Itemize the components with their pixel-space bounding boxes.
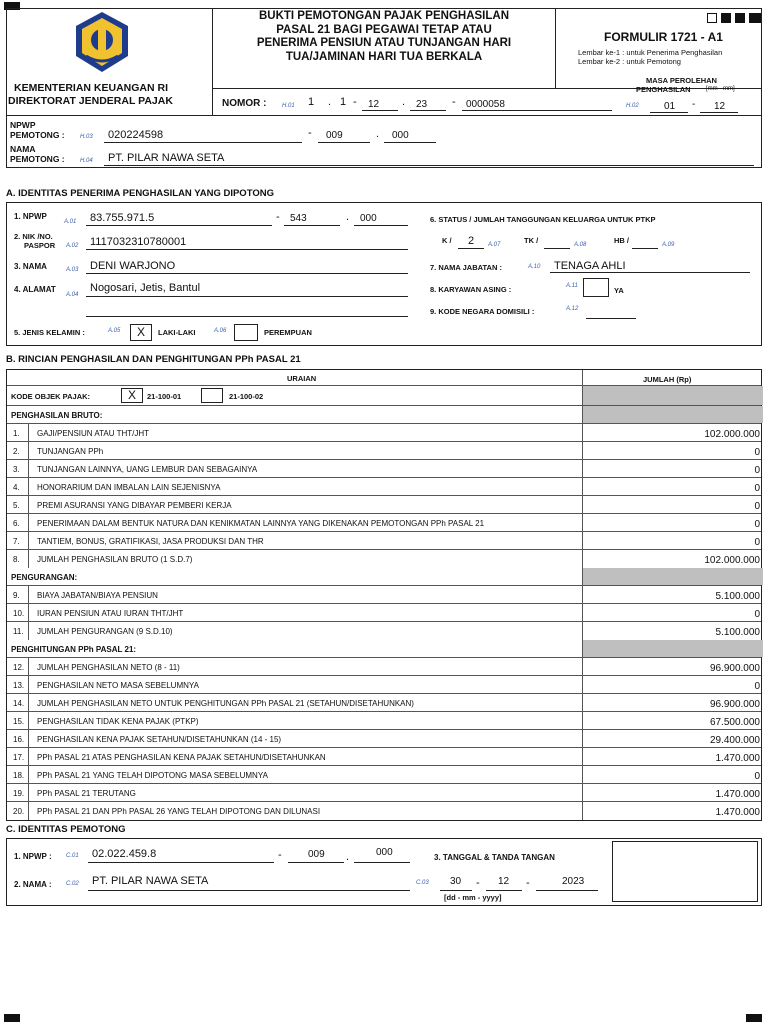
nomor-label: NOMOR : xyxy=(222,98,267,109)
penerima-nik: 1117032310780001 xyxy=(90,236,187,248)
sheet-1-note: Lembar ke-1 : untuk Penerima Penghasilan xyxy=(578,48,723,57)
table-row xyxy=(7,730,761,748)
female-checkbox[interactable] xyxy=(234,324,258,341)
table-row xyxy=(7,766,761,784)
row-description: PPh PASAL 21 TERUTANG xyxy=(37,789,136,798)
section-b-title: B. RINCIAN PENGHASILAN DAN PENGHITUNGAN PPh PASAL 21 xyxy=(6,354,301,365)
row-description: IURAN PENSIUN ATAU IURAN THT/JHT xyxy=(37,609,184,618)
nomor-part-3: 12 xyxy=(368,99,380,110)
row-amount: 96.900.000 xyxy=(582,694,763,711)
table-row xyxy=(7,748,761,766)
form-code: FORMULIR 1721 - A1 xyxy=(604,30,723,44)
table-row xyxy=(7,460,761,478)
row-description: JUMLAH PENGURANGAN (9 S.D.10) xyxy=(37,627,173,636)
row-description: PENGHASILAN KENA PAJAK SETAHUN/DISETAHUNKAN (14 - 15) xyxy=(37,735,282,744)
row-description: JUMLAH PENGHASILAN NETO UNTUK PENGHITUNGAN PPh PASAL 21 (SETAHUN/DISETAHUNKAN) xyxy=(37,699,414,708)
section-c-title: C. IDENTITAS PEMOTONG xyxy=(6,824,126,835)
row-description: PPh PASAL 21 YANG TELAH DIPOTONG MASA SEBELUMNYA xyxy=(37,771,268,780)
pemotong-c-npwp: 02.022.459.8 xyxy=(92,848,157,860)
row-amount: 5.100.000 xyxy=(582,622,763,640)
row-amount: 0 xyxy=(582,532,763,549)
masa-from: 01 xyxy=(664,101,676,112)
table-row xyxy=(7,550,761,568)
row-number: 12. xyxy=(7,658,29,675)
table-row xyxy=(7,784,761,802)
row-number: 18. xyxy=(7,766,29,783)
row-amount: 96.900.000 xyxy=(582,658,763,675)
nomor-part-4: 23 xyxy=(416,99,428,110)
masa-label: MASA PEROLEHAN xyxy=(646,76,717,85)
masa-to: 12 xyxy=(714,101,726,112)
penerima-jabatan: TENAGA AHLI xyxy=(554,260,626,272)
table-row xyxy=(7,622,761,640)
nomor-part-5: 0000058 xyxy=(466,99,505,110)
table-row xyxy=(7,604,761,622)
table-row xyxy=(7,694,761,712)
row-number: 14. xyxy=(7,694,29,711)
row-amount: 0 xyxy=(582,478,763,495)
directorate-name: DIREKTORAT JENDERAL PAJAK xyxy=(8,95,173,107)
row-amount: 29.400.000 xyxy=(582,730,763,747)
nomor-part-1: 1 xyxy=(308,96,315,108)
row-description: TANTIEM, BONUS, GRATIFIKASI, JASA PRODUKSI DAN THR xyxy=(37,537,264,546)
row-amount: 0 xyxy=(582,514,763,531)
row-description: JUMLAH PENGHASILAN BRUTO (1 S.D.7) xyxy=(37,555,193,564)
pemotong-c-nama: PT. PILAR NAWA SETA xyxy=(92,875,209,887)
bruto-header: PENGHASILAN BRUTO: xyxy=(11,411,103,420)
row-description: JUMLAH PENGHASILAN NETO (8 - 11) xyxy=(37,663,180,672)
row-number: 16. xyxy=(7,730,29,747)
table-row xyxy=(7,658,761,676)
row-amount: 1.470.000 xyxy=(582,784,763,801)
row-description: PPh PASAL 21 ATAS PENGHASILAN KENA PAJAK SETAHUN/DISETAHUNKAN xyxy=(37,753,326,762)
row-amount: 0 xyxy=(582,460,763,477)
table-row xyxy=(7,496,761,514)
row-description: PENGHASILAN TIDAK KENA PAJAK (PTKP) xyxy=(37,717,199,726)
row-amount: 0 xyxy=(582,496,763,513)
table-row xyxy=(7,532,761,550)
pemotong-nama: PT. PILAR NAWA SETA xyxy=(108,152,225,164)
foreign-employee-checkbox[interactable] xyxy=(583,278,609,297)
kode-21-100-02-checkbox[interactable] xyxy=(201,388,223,403)
sheet-2-note: Lembar ke-2 : untuk Pemotong xyxy=(578,57,681,66)
row-amount: 0 xyxy=(582,676,763,693)
penghitungan-header: PENGHITUNGAN PPh PASAL 21: xyxy=(11,645,137,654)
row-number: 13. xyxy=(7,676,29,693)
penerima-npwp: 83.755.971.5 xyxy=(90,212,155,224)
table-row xyxy=(7,478,761,496)
row-number: 1. xyxy=(7,424,29,441)
row-number: 20. xyxy=(7,802,29,820)
row-number: 3. xyxy=(7,460,29,477)
row-number: 4. xyxy=(7,478,29,495)
row-description: PPh PASAL 21 DAN PPh PASAL 26 YANG TELAH DIPOTONG DAN DILUNASI xyxy=(37,807,321,816)
section-a-title: A. IDENTITAS PENERIMA PENGHASILAN YANG DIPOTONG xyxy=(6,188,274,199)
nomor-part-2: 1 xyxy=(340,96,347,108)
row-number: 5. xyxy=(7,496,29,513)
row-amount: 5.100.000 xyxy=(582,586,763,603)
form-title: BUKTI PEMOTONGAN PAJAK PENGHASILAN PASAL 21 BAGI PEGAWAI TETAP ATAU PENERIMA PENSIUN ATAU TUNJANGAN HARI TUA/JAMINAN HARI TUA BERKALA xyxy=(256,10,512,63)
row-amount: 0 xyxy=(582,766,763,783)
row-amount: 0 xyxy=(582,604,763,621)
row-number: 10. xyxy=(7,604,29,621)
row-description: PENERIMAAN DALAM BENTUK NATURA DAN KENIKMATAN LAINNYA YANG DIKENAKAN PEMOTONGAN PPh PASAL 21 xyxy=(37,519,485,528)
corner-mark-bottom-right xyxy=(746,1014,762,1022)
row-number: 19. xyxy=(7,784,29,801)
row-amount: 1.470.000 xyxy=(582,748,763,765)
kode-21-100-01-checkbox[interactable]: X xyxy=(121,388,143,403)
table-row xyxy=(7,586,761,604)
status-k: 2 xyxy=(468,235,475,247)
row-amount: 102.000.000 xyxy=(582,424,763,441)
row-description: HONORARIUM DAN IMBALAN LAIN SEJENISNYA xyxy=(37,483,221,492)
sign-day: 30 xyxy=(450,876,462,887)
row-description: PREMI ASURANSI YANG DIBAYAR PEMBERI KERJA xyxy=(37,501,232,510)
income-table: URAIAN JUMLAH (Rp) KODE OBJEK PAJAK: X 21-100-01 21-100-02 PENGHASILAN BRUTO: 1. GAJI/PENSIUN ATAU THT/JHT 102.000.000 2. TUNJANGAN PPh 0 3. TUNJANGAN LAINNYA, UANG LEMBUR DAN SEBAGAINYA 0 4. HONORARIUM DAN IMBALAN LAIN SEJENISNYA 0 5. PREMI ASURANSI YANG DIBAYAR PEMBERI KERJA 0 6. PENERIMAAN DALAM BENTUK NATURA DAN KENIKMATAN LAINNYA YANG DIKENAKAN PEMOTONGAN PPh PASAL 21 0 7. TANTIEM, BONUS, GRATIFIKASI, JASA PRODUKSI DAN THR 0 8. JUMLAH PENGHASILAN BRUTO (1 S.D.7) 102.000.000 PENGURANGAN: 9. BIAYA JABATAN/BIAYA PENSIUN 5.100.000 10. IURAN PENSIUN ATAU IURAN THT/JHT 0 11. JUMLAH PENGURANGAN (9 S.D.10) 5.100.000 PENGHITUNGAN PPh PASAL 21: 12. JUMLAH PENGHASILAN NETO (8 - 11) 96.900.000 13. PENGHASILAN NETO MASA SEBELUMNYA 0 14. JUMLAH PENGHASILAN NETO UNTUK PENGHITUNGAN PPh PASAL 21 (SETAHUN/DISETAHUNKAN) 96.900.000 15. PENGHASILAN TIDAK KENA PAJAK (PTKP) 67.500.000 16. PENGHASILAN KENA PAJAK SETAHUN/DISETAHUNKAN (14 - 15) 29.400.000 17. PPh PASAL 21 ATAS PENGHASILAN KENA PAJAK SETAHUN/DISETAHUNKAN 1.470.000 18. PPh PASAL 21 YANG TELAH DIPOTONG MASA SEBELUMNYA 0 19. PPh PASAL 21 TERUTANG 1.470.000 20. PPh PASAL 21 DAN PPh PASAL 26 YANG TELAH DIPOTONG DAN DILUNASI 1.470.000 xyxy=(6,369,762,821)
table-row xyxy=(7,424,761,442)
row-description: GAJI/PENSIUN ATAU THT/JHT xyxy=(37,429,150,438)
table-row xyxy=(7,802,761,820)
penerima-nama: DENI WARJONO xyxy=(90,260,176,272)
row-amount: 102.000.000 xyxy=(582,550,763,568)
male-checkbox[interactable]: X xyxy=(130,324,152,341)
row-number: 15. xyxy=(7,712,29,729)
table-row xyxy=(7,676,761,694)
penerima-alamat: Nogosari, Jetis, Bantul xyxy=(90,282,201,294)
row-number: 17. xyxy=(7,748,29,765)
table-row xyxy=(7,442,761,460)
pengurangan-header: PENGURANGAN: xyxy=(11,573,78,582)
row-number: 2. xyxy=(7,442,29,459)
row-number: 8. xyxy=(7,550,29,568)
row-number: 11. xyxy=(7,622,29,640)
pemotong-npwp: 020224598 xyxy=(108,129,164,141)
row-description: TUNJANGAN PPh xyxy=(37,447,104,456)
row-description: BIAYA JABATAN/BIAYA PENSIUN xyxy=(37,591,158,600)
row-description: TUNJANGAN LAINNYA, UANG LEMBUR DAN SEBAGAINYA xyxy=(37,465,258,474)
row-number: 6. xyxy=(7,514,29,531)
ministry-name: KEMENTERIAN KEUANGAN RI xyxy=(14,82,169,94)
row-number: 9. xyxy=(7,586,29,603)
table-row xyxy=(7,712,761,730)
row-description: PENGHASILAN NETO MASA SEBELUMNYA xyxy=(37,681,199,690)
row-number: 7. xyxy=(7,532,29,549)
row-amount: 0 xyxy=(582,442,763,459)
corner-mark-bottom-left xyxy=(4,1014,20,1022)
row-amount: 1.470.000 xyxy=(582,802,763,820)
sign-month: 12 xyxy=(498,876,510,887)
table-row xyxy=(7,514,761,532)
ministry-logo xyxy=(72,10,132,74)
sign-year: 2023 xyxy=(562,876,585,887)
row-amount: 67.500.000 xyxy=(582,712,763,729)
signature-box[interactable] xyxy=(612,841,758,902)
